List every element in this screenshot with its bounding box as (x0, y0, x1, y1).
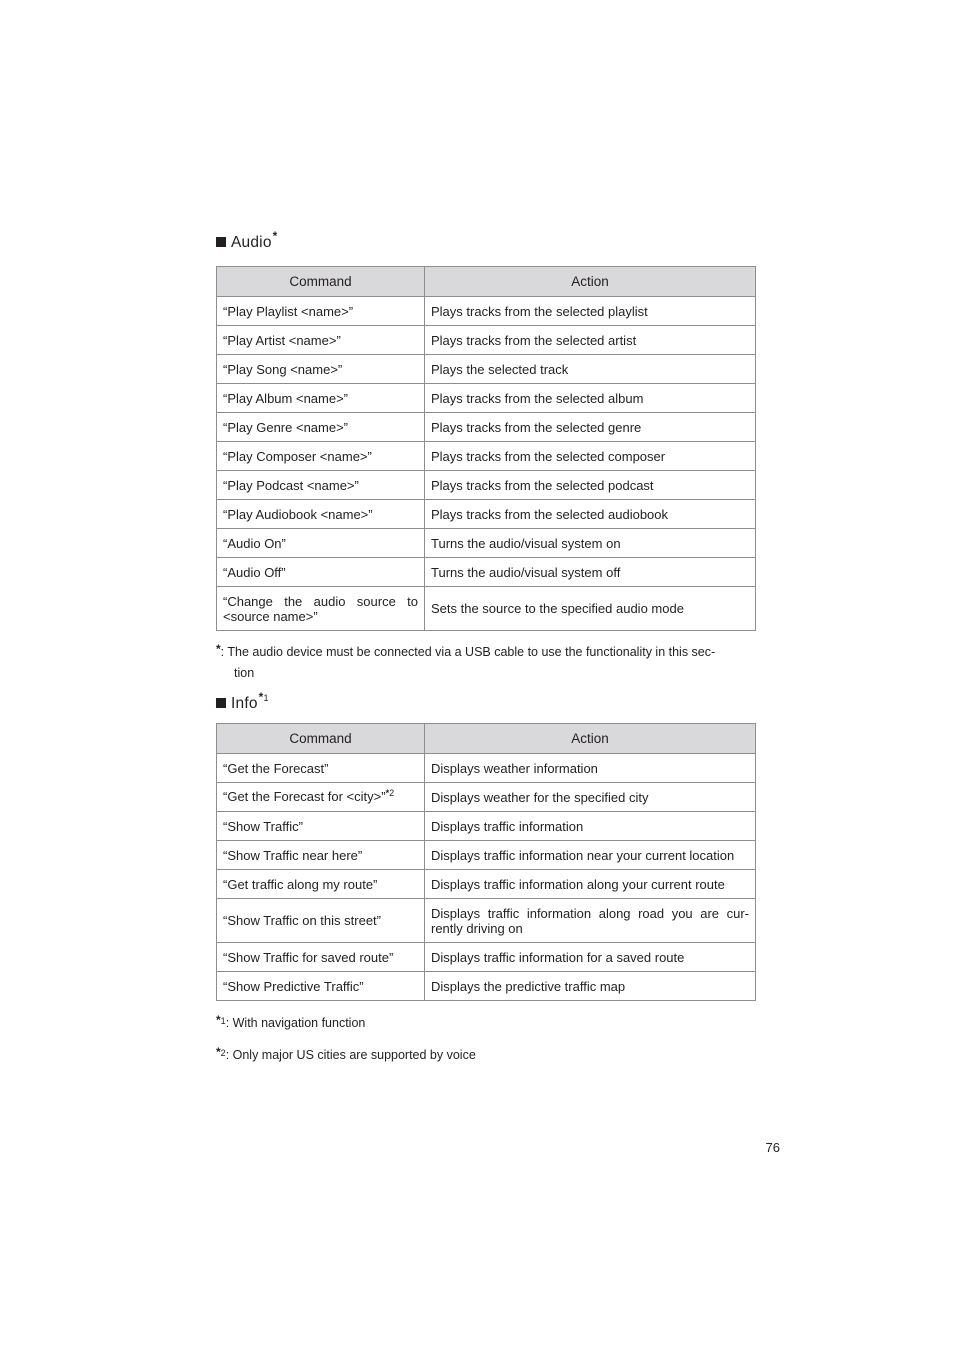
audio-section-heading (216, 229, 278, 252)
footnote-mark (216, 1045, 226, 1059)
command-cell: “Play Artist <name>” (217, 326, 425, 355)
table-header-row (217, 724, 756, 754)
audio-command-table (216, 266, 756, 631)
command-cell: “Get the Forecast” (217, 754, 425, 783)
action-cell: Turns the audio/visual system off (425, 558, 756, 587)
footnote-mark (216, 1013, 226, 1027)
command-cell: “Play Audiobook <name>” (217, 500, 425, 529)
command-cell: “Show Traffic on this street” (217, 899, 425, 943)
command-cell: “Play Genre <name>” (217, 413, 425, 442)
command-cell: “Show Traffic for saved route” (217, 943, 425, 972)
table-row (217, 754, 756, 783)
footnote-mark-star: * (216, 1013, 221, 1027)
command-header: Command (217, 724, 425, 754)
footnote-text: : With navigation function (225, 1016, 366, 1030)
action-header: Action (425, 267, 756, 297)
command-cell: “Play Album <name>” (217, 384, 425, 413)
command-cell: “Audio On” (217, 529, 425, 558)
command-text: “Get the Forecast for <city>” (223, 788, 386, 804)
action-cell: Sets the source to the specified audio mode (425, 587, 756, 631)
square-bullet-icon (216, 237, 226, 247)
command-cell: “Play Playlist <name>” (217, 297, 425, 326)
command-cell (217, 783, 425, 812)
command-cell: “Play Song <name>” (217, 355, 425, 384)
action-cell: Displays weather information (425, 754, 756, 783)
command-cell: “Show Traffic” (217, 812, 425, 841)
table-row (217, 326, 756, 355)
table-row (217, 587, 756, 631)
action-cell: Plays tracks from the selected composer (425, 442, 756, 471)
table-row (217, 783, 756, 812)
table-row (217, 442, 756, 471)
command-mark-num: 2 (389, 787, 395, 798)
action-cell: Turns the audio/visual system on (425, 529, 756, 558)
command-cell: “Play Podcast <name>” (217, 471, 425, 500)
command-footnote-mark (386, 788, 395, 798)
info-title-mark-num: 1 (263, 693, 269, 703)
action-cell: Displays traffic information (425, 812, 756, 841)
footnote-mark-num: 1 (220, 1016, 226, 1026)
table-row (217, 870, 756, 899)
table-row (217, 529, 756, 558)
page-number: 76 (765, 1140, 780, 1155)
audio-title-mark: * (272, 229, 278, 243)
info-title: Info (231, 695, 258, 712)
action-cell: Plays tracks from the selected album (425, 384, 756, 413)
action-header: Action (425, 724, 756, 754)
action-cell: Plays tracks from the selected artist (425, 326, 756, 355)
info-title-mark-star: * (258, 690, 264, 704)
table-row (217, 413, 756, 442)
action-cell: Plays tracks from the selected playlist (425, 297, 756, 326)
footnote-text: : Only major US cities are supported by voice (225, 1048, 476, 1062)
audio-title: Audio (231, 234, 272, 251)
table-row (217, 841, 756, 870)
info-table-body (217, 754, 756, 1001)
action-cell: Displays traffic information for a saved route (425, 943, 756, 972)
table-row (217, 943, 756, 972)
footnote-mark-num: 2 (220, 1048, 226, 1058)
table-row (217, 471, 756, 500)
square-bullet-icon (216, 698, 226, 708)
command-cell: “Get traffic along my route” (217, 870, 425, 899)
action-cell: Displays the predictive traffic map (425, 972, 756, 1001)
command-header: Command (217, 267, 425, 297)
info-title-mark (259, 690, 269, 704)
action-cell: Displays traffic information along road you are cur- rently driving on (425, 899, 756, 943)
info-footnote-2 (216, 1045, 476, 1067)
footnote-text: : The audio device must be connected via a USB cable to use the functionality in this sec- (220, 645, 716, 659)
audio-table-body (217, 297, 756, 631)
action-cell: Plays tracks from the selected audiobook (425, 500, 756, 529)
table-row (217, 812, 756, 841)
table-header-row (217, 267, 756, 297)
info-command-table (216, 723, 756, 1001)
footnote-text-continued: tion (234, 666, 255, 680)
command-cell: “Show Predictive Traffic” (217, 972, 425, 1001)
footnote-mark: * (216, 642, 221, 656)
table-row (217, 899, 756, 943)
table-row (217, 384, 756, 413)
table-row (217, 972, 756, 1001)
table-row (217, 355, 756, 384)
table-row (217, 558, 756, 587)
table-row (217, 500, 756, 529)
info-footnote-1 (216, 1013, 365, 1035)
command-cell: “Change the audio source to <source name>” (217, 587, 425, 631)
action-cell: Plays the selected track (425, 355, 756, 384)
audio-footnote (216, 642, 755, 684)
action-cell: Displays traffic information along your current route (425, 870, 756, 899)
table-row (217, 297, 756, 326)
footnote-mark-star: * (216, 1045, 221, 1059)
command-cell: “Play Composer <name>” (217, 442, 425, 471)
command-cell: “Audio Off” (217, 558, 425, 587)
action-cell: Displays weather for the specified city (425, 783, 756, 812)
action-cell: Plays tracks from the selected genre (425, 413, 756, 442)
action-cell: Plays tracks from the selected podcast (425, 471, 756, 500)
action-cell: Displays traffic information near your current location (425, 841, 756, 870)
command-mark-star: * (385, 787, 390, 798)
info-section-heading (216, 690, 269, 713)
command-cell: “Show Traffic near here” (217, 841, 425, 870)
